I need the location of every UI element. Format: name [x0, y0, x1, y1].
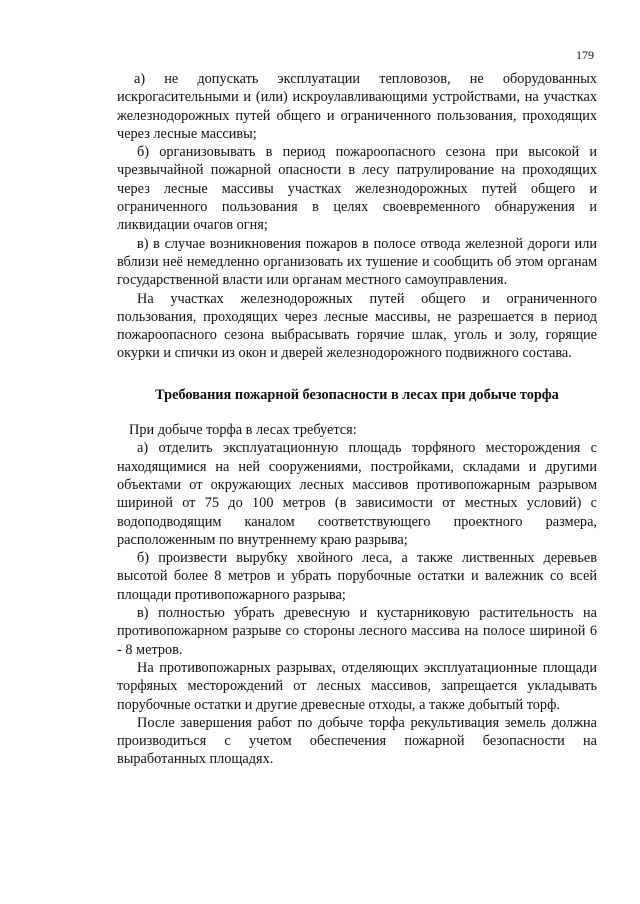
section-heading: Требования пожарной безопасности в лесах при добыче торфа — [155, 386, 559, 403]
paragraph-a-locomotives: а) не допускать эксплуатации тепловозов, не оборудованных искрогасительными и (или) искроулавливающими устройствами, на участках железнодорожных путей общего и ограниченного пользования, проходящих через лесные массивы; — [117, 71, 597, 142]
paragraph-railway-prohibition: На участках железнодорожных путей общего и ограниченного пользования, проходящих через лесные массивы, не разрешается в период пожароопасного сезона выбрасывать горячие шлак, уголь и золу, горящие окурки и спички из окон и дверей железнодорожного подвижного состава. — [117, 290, 597, 362]
paragraph-c-vegetation: в) полностью убрать древесную и кустарниковую растительность на противопожарном разрыве со стороны лесного массива на полосе шириной 6 - 8 метров. — [117, 605, 597, 658]
paragraph-b-clearing: б) произвести вырубку хвойного леса, а также лиственных деревьев высотой более 8 метров и убрать порубочные остатки и валежник со всей площади противопожарного разрыва; — [117, 550, 597, 603]
paragraph-c-fire-response: в) в случае возникновения пожаров в полосе отвода железной дороги или вблизи неё немедленно организовать их тушение и сообщить об этом органам государственной власти или органам местного самоуправления. — [117, 235, 597, 289]
page-number: 179 — [576, 48, 594, 62]
section-lead: При добыче торфа в лесах требуется: — [129, 422, 357, 439]
paragraph-b-patrol: б) организовывать в период пожароопасного сезона при высокой и чрезвычайной пожарной опасности в лесу патрулирование на проходящих через лесные массивы участках железнодорожных путей общего и ограниченного пользования в целях своевременного обнаружения и ликвидации очагов огня; — [117, 144, 597, 234]
paragraph-a-separation: а) отделить эксплуатационную площадь торфяного месторождения с находящимися на ней сооружениями, постройками, складами и другими объектами от окружающих лесных массивов противопожарным разрывом шириной от 75 до 100 метров (в зависимости от местных условий) с водоподводящим каналом соответствующего проектного размера, расположенным по внутреннему краю разрыва; — [117, 440, 597, 548]
paragraph-reclamation: После завершения работ по добыче торфа рекультивация земель должна производиться с учетом обеспечения пожарной безопасности на выработанных площадях. — [117, 714, 597, 768]
page-content — [117, 70, 597, 769]
paragraph-firebreak-prohibition: На противопожарных разрывах, отделяющих эксплуатационные площади торфяных месторождений от лесных массивов, запрещается укладывать порубочные остатки и другие древесные отходы, а также добытый торф. — [117, 659, 597, 713]
